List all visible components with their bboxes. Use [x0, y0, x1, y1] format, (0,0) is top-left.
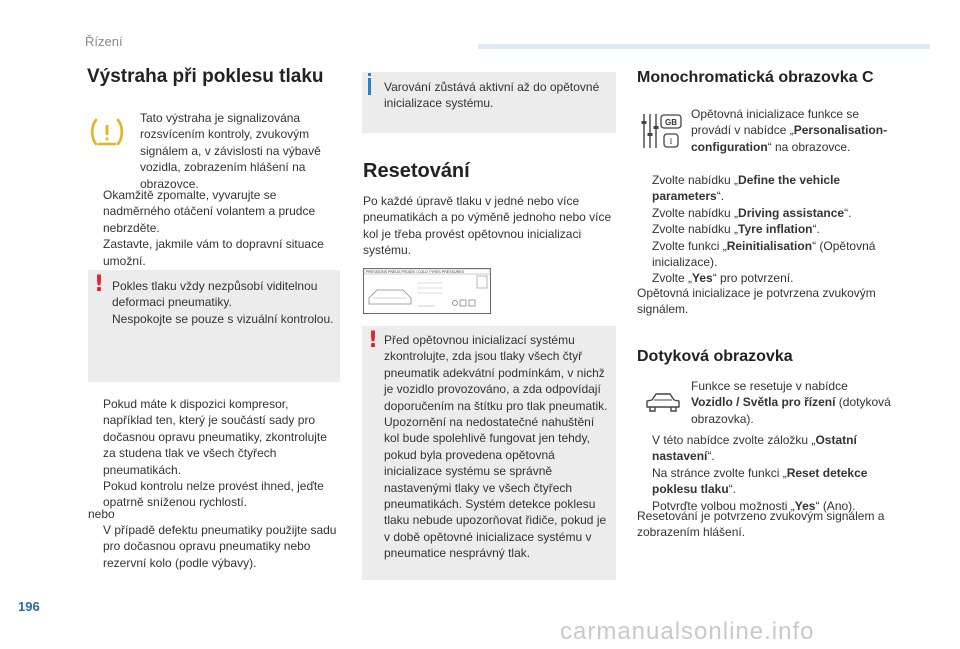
- section-title-reset: Resetování: [363, 160, 470, 182]
- defect-steps-list: [88, 522, 340, 571]
- tyre-pressure-label-image: [363, 268, 491, 314]
- mono-confirm: Opětovná inicializace je potvrzena zvukovým signálem.: [637, 286, 876, 317]
- watermark: carmanualsonline.info: [560, 618, 815, 645]
- list-item: Pokud kontrolu nelze provést ihned, jeďte opatrně sníženou rychlostí.: [103, 479, 324, 510]
- section-title-mono-screen: Monochromatická obrazovka C: [637, 69, 874, 86]
- exclamation-icon: !: [94, 272, 105, 297]
- i-icon-label: I: [669, 137, 673, 146]
- list-item: Zvolte nabídku „Define the vehicle parameters“.: [652, 173, 841, 204]
- warning-intro: Tato výstraha je signalizována rozsvícením kontroly, zvukovým signálem a, v závislosti na výbavě vozidla, zobrazením hlášení na obrazovce.: [140, 111, 321, 191]
- mono-intro: Opětovná inicializace funkce se provádí v nabídce „Personalisation-configuration“ na obrazovce.: [691, 107, 888, 154]
- list-item: Potvrďte volbou možnosti „Yes“ (Ano).: [652, 498, 856, 513]
- warning-box: [88, 270, 340, 382]
- list-item: Zvolte funkci „Reinitialisation“ (Opětovná inicializace).: [652, 238, 876, 270]
- page-number: 196: [18, 599, 40, 614]
- header-bar: [478, 44, 930, 49]
- vehicle-icon: [643, 390, 683, 414]
- compressor-steps-list: [88, 396, 340, 511]
- info-box: [362, 72, 616, 133]
- list-item: V této nabídce zvolte záložku „Ostatní nastavení“.: [652, 433, 857, 464]
- list-item: Zvolte „Yes“ pro potvrzení.: [652, 271, 794, 286]
- info-icon: [368, 73, 371, 76]
- section-title-touchscreen: Dotyková obrazovka: [637, 348, 793, 365]
- exclamation-icon: !: [368, 328, 379, 353]
- list-item: Okamžitě zpomalte, vyvarujte se nadměrného otáčení volantem a prudce nebrzděte.: [103, 188, 316, 235]
- list-item: Zvolte nabídku „Driving assistance“.: [652, 205, 852, 220]
- mono-steps-list: [637, 172, 885, 287]
- list-item: Zastavte, jakmile vám to dopravní situace umožní.: [103, 237, 324, 268]
- touch-confirm: Resetování je potvrzeno zvukovým signálem a zobrazením hlášení.: [637, 509, 885, 540]
- list-item: V případě defektu pneumatiky použijte sadu pro dočasnou opravu pneumatiky nebo rezervní kolo (podle výbavy).: [103, 523, 337, 570]
- gb-icon-label: GB: [665, 118, 677, 127]
- reset-warning-text: Před opětovnou inicializací systému zkontrolujte, zda jsou tlaky všech čtyř pneumatik adekvátní podmínkám, v nichž je vozidlo provozováno, a zda odpovídají doporučením na štítku pro tlak pneumatik. Upozornění na nedostatečné nahuštění kol bude spolehlivě fungovat jen tehdy, pokud byla provedena opětovná inicializace systému se správně nastavenými tlaky ve všech čtyřech pneumatikách. Systém detekce poklesu tlaku nebude upozorňovat řidiče, pokud je v době opětovné inicializace systému v pneumatice nesprávný tlak.: [384, 333, 608, 561]
- tyre-pressure-warning-icon: [90, 117, 124, 147]
- list-item: Zvolte nabídku „Tyre inflation“.: [652, 222, 820, 237]
- list-item: Na stránce zvolte funkci „Reset detekce poklesu tlaku“.: [652, 465, 868, 497]
- reset-paragraph: Po každé úpravě tlaku v jedné nebo více pneumatikách a po výměně jednoho nebo více kol je třeba provést opětovnou inicializaci systému.: [363, 194, 612, 258]
- touch-steps-list: [637, 432, 885, 514]
- list-item: Pokud máte k dispozici kompresor, například ten, který je součástí sady pro dočasnou opravu pneumatiky, zkontrolujte za studena tlak ve všech čtyřech pneumatikách.: [103, 397, 327, 477]
- or-text: nebo: [88, 507, 115, 521]
- section-title-warning: Výstraha při poklesu tlaku: [87, 66, 324, 87]
- reset-warning-box: [362, 326, 616, 580]
- touch-intro: Funkce se resetuje v nabídce Vozidlo / Světla pro řízení (dotyková obrazovka).: [691, 379, 891, 426]
- section-header: Řízení: [85, 34, 123, 49]
- settings-menu-icon: [640, 111, 685, 151]
- info-text: Varování zůstává aktivní až do opětovné inicializace systému.: [384, 80, 600, 111]
- warning-text: Pokles tlaku vždy nezpůsobí viditelnou deformaci pneumatiky.: [112, 279, 318, 310]
- warning-steps-list: [88, 187, 338, 269]
- warning-text: Nespokojte se pouze s vizuální kontrolou.: [112, 311, 334, 326]
- label-title: PRESSIONS PNEUS FROIDS / COLD TYRES PRESSURES: [366, 270, 464, 274]
